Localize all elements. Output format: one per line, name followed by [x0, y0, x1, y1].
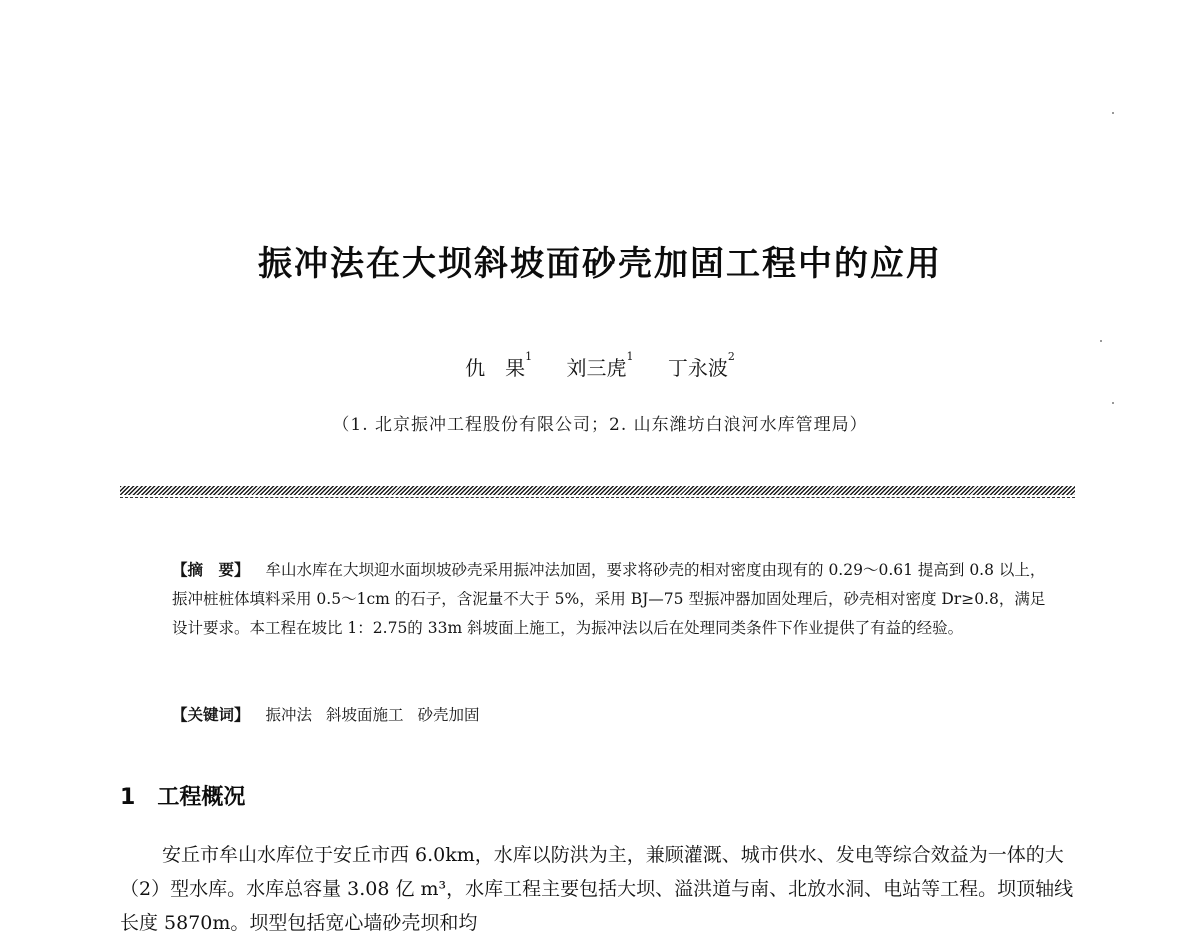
affiliation-line: （1. 北京振冲工程股份有限公司；2. 山东潍坊白浪河水库管理局） [332, 415, 868, 435]
author-3 [668, 352, 735, 381]
keyword-item: 砂壳加固 [417, 706, 480, 724]
thin-divider [120, 497, 1075, 498]
author-1 [465, 352, 532, 381]
author-affiliation-mark: 1 [626, 350, 634, 363]
author-name: 丁永波 [667, 356, 728, 380]
keyword-item: 斜坡面施工 [326, 706, 404, 724]
keywords-block [172, 701, 1052, 730]
author-affiliation-mark: 2 [727, 350, 735, 363]
section-title: 工程概况 [157, 785, 246, 810]
hatched-divider [120, 486, 1075, 495]
abstract-block [172, 556, 1052, 643]
section-number: 1 [120, 785, 136, 810]
author-2 [567, 352, 634, 381]
keywords-label: 【关键词】 [172, 706, 250, 724]
author-affiliation-mark: 1 [525, 350, 533, 363]
paper-title: 振冲法在大坝斜坡面砂壳加固工程中的应用 [258, 244, 942, 284]
scan-speck [1112, 402, 1114, 404]
scan-speck [1112, 112, 1114, 114]
section-heading [120, 780, 245, 811]
author-list [0, 352, 1200, 381]
scan-speck [1100, 340, 1102, 342]
abstract-text: 牟山水库在大坝迎水面坝坡砂壳采用振冲法加固，要求将砂壳的相对密度由现有的 0.29～0.61 提高到 0.8 以上，振冲桩桩体填料采用 0.5～1cm 的石子，含泥量不大于 5%，采用 BJ—75 型振冲器加固处理后，砂壳相对密度 Dr≥0.8，满足设计要求。本工程在坡比 1：2.75的 33m 斜坡面上施工，为振冲法以后在处理同类条件下作业提供了有益的经验。 [172, 561, 1046, 637]
keyword-item: 振冲法 [265, 706, 313, 724]
author-name: 刘三虎 [566, 356, 627, 380]
author-name: 仇 果 [465, 356, 526, 380]
body-paragraph: 安丘市牟山水库位于安丘市西 6.0km，水库以防洪为主，兼顾灌溉、城市供水、发电等综合效益为一体的大（2）型水库。水库总容量 3.08 亿 m³，水库工程主要包括大坝、溢洪道与南、北放水洞、电站等工程。坝顶轴线长度 5870m。坝型包括宽心墙砂壳坝和均 [120, 844, 1074, 934]
abstract-label: 【摘 要】 [172, 561, 250, 579]
body-text [120, 838, 1078, 940]
